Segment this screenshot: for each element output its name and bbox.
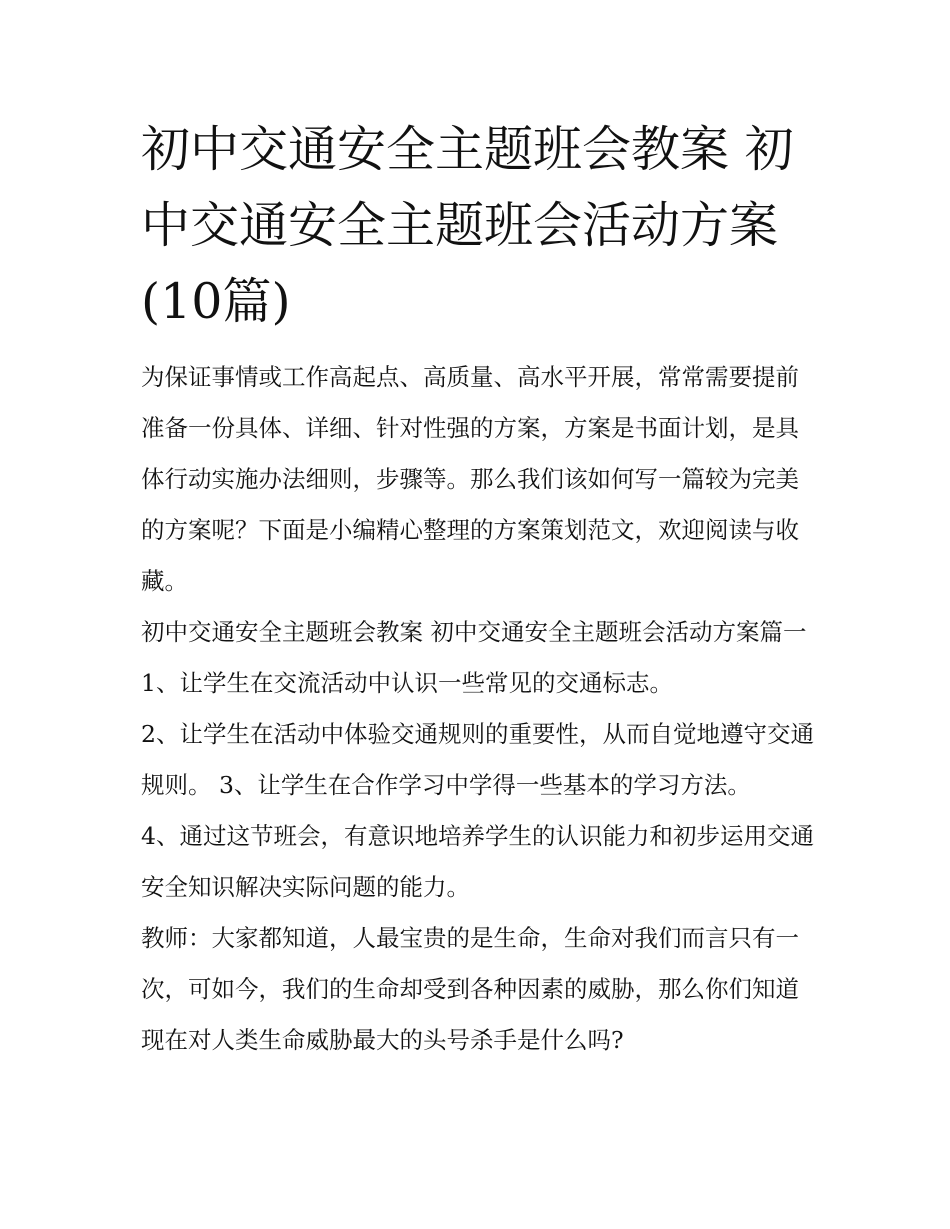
document-title: 初中交通安全主题班会教案 初中交通安全主题班会活动方案(10篇) <box>141 121 794 330</box>
goal-two-three-paragraph: 2、让学生在活动中体验交通规则的重要性，从而自觉地遵守交通规则。 3、让学生在合作学习中学得一些基本的学习方法。 <box>141 720 814 799</box>
section-one-paragraph: 初中交通安全主题班会教案 初中交通安全主题班会活动方案篇一 1、让学生在交流活动中认识一些常见的交通标志。 <box>141 618 807 697</box>
teacher-paragraph: 教师：大家都知道，人最宝贵的是生命，生命对我们而言只有一次，可如今，我们的生命却受到各种因素的威胁，那么你们知道现在对人类生命威胁最大的头号杀手是什么吗? <box>141 924 799 1054</box>
intro-paragraph: 为保证事情或工作高起点、高质量、高水平开展，常常需要提前准备一份具体、详细、针对性强的方案，方案是书面计划，是具体行动实施办法细则，步骤等。那么我们该如何写一篇较为完美的方案呢？下面是小编精心整理的方案策划范文，欢迎阅读与收藏。 <box>141 363 799 595</box>
document-page <box>141 112 821 1066</box>
document-body <box>141 352 821 1066</box>
goal-four-paragraph: 4、通过这节班会，有意识地培养学生的认识能力和初步运用交通安全知识解决实际问题的能力。 <box>141 822 814 901</box>
